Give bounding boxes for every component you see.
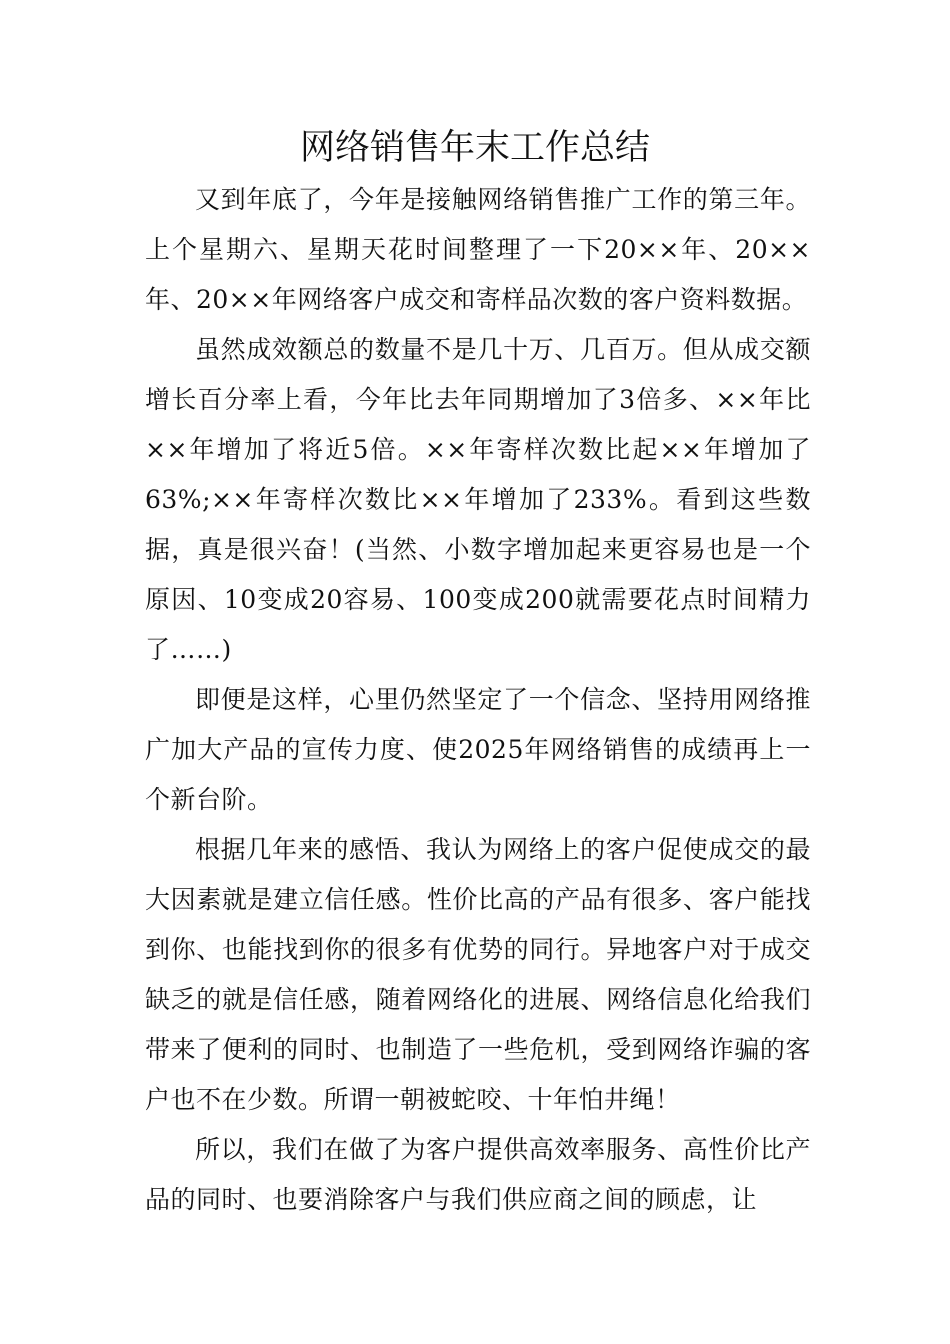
- paragraph-1: 又到年底了，今年是接触网络销售推广工作的第三年。上个星期六、星期天花时间整理了一下20××年、20××年、20××年网络客户成交和寄样品次数的客户资料数据。: [145, 185, 811, 314]
- paragraph-3: 即便是这样，心里仍然坚定了一个信念、坚持用网络推广加大产品的宣传力度、使2025年网络销售的成绩再上一个新台阶。: [145, 685, 811, 814]
- paragraph-2: 虽然成效额总的数量不是几十万、几百万。但从成交额增长百分率上看，今年比去年同期增加了3倍多、××年比××年增加了将近5倍。××年寄样次数比起××年增加了63%;××年寄样次数比××年增加了233%。看到这些数据，真是很兴奋！(当然、小数字增加起来更容易也是一个原因、10变成20容易、100变成200就需要花点时间精力了……): [145, 335, 811, 664]
- document-title: 网络销售年末工作总结: [299, 128, 650, 168]
- paragraph-5: 所以，我们在做了为客户提供高效率服务、高性价比产品的同时、也要消除客户与我们供应商之间的顾虑，让: [145, 1135, 811, 1214]
- document-body: [145, 175, 811, 1225]
- paragraph-4: 根据几年来的感悟、我认为网络上的客户促使成交的最大因素就是建立信任感。性价比高的产品有很多、客户能找到你、也能找到你的很多有优势的同行。异地客户对于成交缺乏的就是信任感，随着网络化的进展、网络信息化给我们带来了便利的同时、也制造了一些危机，受到网络诈骗的客户也不在少数。所谓一朝被蛇咬、十年怕井绳！: [145, 835, 811, 1114]
